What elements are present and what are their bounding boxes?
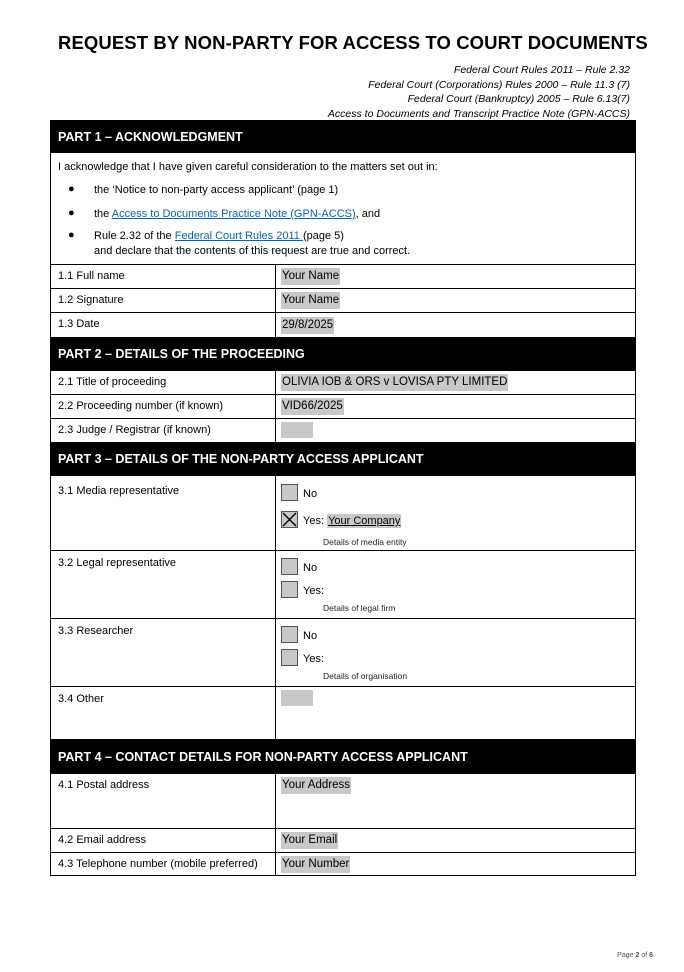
divider [275, 289, 276, 312]
title-of-proceeding-row [50, 370, 636, 395]
divider [275, 551, 276, 618]
ack-intro: I acknowledge that I have given careful consideration to the matters set out in: [58, 161, 438, 173]
ack-bullet-practice-note [94, 208, 380, 220]
other-field[interactable] [281, 690, 313, 706]
date-field[interactable]: 29/8/2025 [281, 317, 334, 334]
field-label: 3.3 Researcher [58, 625, 134, 637]
telephone-field[interactable]: Your Number [281, 856, 350, 873]
telephone-row [50, 853, 636, 876]
field-hint: Details of media entity [323, 537, 407, 547]
ack-bullet-notice: the ‘Notice to non-party access applicant’ (page 1) [94, 184, 339, 196]
legal-yes-checkbox[interactable] [281, 581, 298, 598]
proceeding-number-field[interactable]: VID66/2025 [281, 398, 344, 415]
checkbox-label: No [303, 488, 318, 500]
ack-declaration: and declare that the contents of this request are true and correct. [94, 245, 411, 257]
bullet-icon: ● [68, 183, 75, 195]
postal-address-field[interactable]: Your Address [281, 777, 351, 794]
field-label: 2.2 Proceeding number (if known) [58, 400, 224, 412]
text: Page [617, 952, 636, 959]
email-address-field[interactable]: Your Email [281, 832, 338, 849]
field-label: 1.3 Date [58, 318, 100, 330]
postal-address-row [50, 773, 636, 829]
check-x-icon [282, 512, 297, 527]
field-label: 2.1 Title of proceeding [58, 376, 167, 388]
field-label: 2.3 Judge / Registrar (if known) [58, 424, 211, 436]
practice-note-link[interactable]: Access to Documents Practice Note (GPN-ACCS) [111, 208, 356, 220]
date-row [50, 313, 636, 338]
full-name-row [50, 265, 636, 289]
field-label: 4.2 Email address [58, 834, 147, 846]
text: 6 [649, 952, 653, 959]
text: Yes: [303, 515, 328, 527]
bullet-icon: ● [68, 229, 75, 241]
ack-bullet-rules [94, 230, 344, 242]
email-address-row [50, 829, 636, 853]
signature-field[interactable]: Your Name [281, 292, 340, 309]
checkbox-label: Yes: [303, 585, 325, 597]
divider [275, 476, 276, 550]
checkbox-label [303, 515, 401, 527]
checkbox-label: Yes: [303, 653, 325, 665]
legal-no-checkbox[interactable] [281, 558, 298, 575]
field-label: 4.3 Telephone number (mobile preferred) [58, 858, 258, 870]
divider [275, 419, 276, 442]
text: of [639, 952, 650, 959]
signature-row [50, 289, 636, 313]
checkbox-label: No [303, 562, 318, 574]
part2-heading: PART 2 – DETAILS OF THE PROCEEDING [50, 338, 636, 370]
field-label: 3.1 Media representative [58, 485, 180, 497]
divider [275, 371, 276, 394]
divider [275, 687, 276, 739]
judge-registrar-row [50, 419, 636, 443]
rule-ref: Federal Court Rules 2011 – Rule 2.32 [453, 64, 630, 76]
federal-court-rules-link[interactable]: Federal Court Rules 2011 [174, 230, 303, 242]
divider [275, 619, 276, 686]
field-hint: Details of legal firm [323, 603, 396, 613]
rule-ref: Federal Court (Corporations) Rules 2000 – Rule 11.3 (7) [368, 78, 630, 91]
text: (page 5) [302, 230, 344, 242]
other-row [50, 687, 636, 740]
checkbox-label: No [303, 630, 318, 642]
acknowledgment-box [50, 153, 636, 265]
researcher-yes-checkbox[interactable] [281, 649, 298, 666]
rule-ref: Access to Documents and Transcript Practice Note (GPN-ACCS) [327, 107, 630, 120]
rule-references [328, 63, 630, 121]
page-number [617, 952, 653, 959]
media-entity-field[interactable]: Your Company [328, 515, 401, 527]
media-representative-row [50, 475, 636, 551]
bullet-icon: ● [68, 207, 75, 219]
title-of-proceeding-field[interactable]: OLIVIA IOB & ORS v LOVISA PTY LIMITED [281, 374, 508, 391]
media-no-checkbox[interactable] [281, 484, 298, 501]
field-label: 3.4 Other [58, 693, 104, 705]
researcher-row [50, 619, 636, 687]
field-label: 4.1 Postal address [58, 779, 150, 791]
text: , and [355, 208, 381, 220]
divider [275, 265, 276, 288]
part3-heading: PART 3 – DETAILS OF THE NON-PARTY ACCESS APPLICANT [50, 443, 636, 475]
rule-ref: Federal Court (Bankruptcy) 2005 – Rule 6.13(7) [407, 93, 630, 106]
legal-representative-row [50, 551, 636, 619]
divider [275, 313, 276, 337]
full-name-field[interactable]: Your Name [281, 268, 340, 285]
field-label: 1.2 Signature [58, 294, 124, 306]
divider [275, 853, 276, 875]
divider [275, 774, 276, 828]
researcher-no-checkbox[interactable] [281, 626, 298, 643]
field-label: 3.2 Legal representative [58, 557, 177, 569]
text: 2 [635, 952, 640, 959]
divider [275, 395, 276, 418]
page-title: REQUEST BY NON-PARTY FOR ACCESS TO COURT DOCUMENTS [58, 32, 648, 53]
field-label: 1.1 Full name [58, 270, 125, 282]
text: the [94, 208, 112, 220]
field-hint: Details of organisation [323, 671, 408, 681]
part4-heading: PART 4 – CONTACT DETAILS FOR NON-PARTY ACCESS APPLICANT [50, 740, 636, 773]
text: Rule 2.32 of the [94, 230, 175, 242]
judge-registrar-field[interactable] [281, 422, 313, 438]
part1-heading: PART 1 – ACKNOWLEDGMENT [50, 120, 636, 153]
media-yes-checkbox[interactable] [281, 511, 298, 528]
proceeding-number-row [50, 395, 636, 419]
divider [275, 829, 276, 852]
